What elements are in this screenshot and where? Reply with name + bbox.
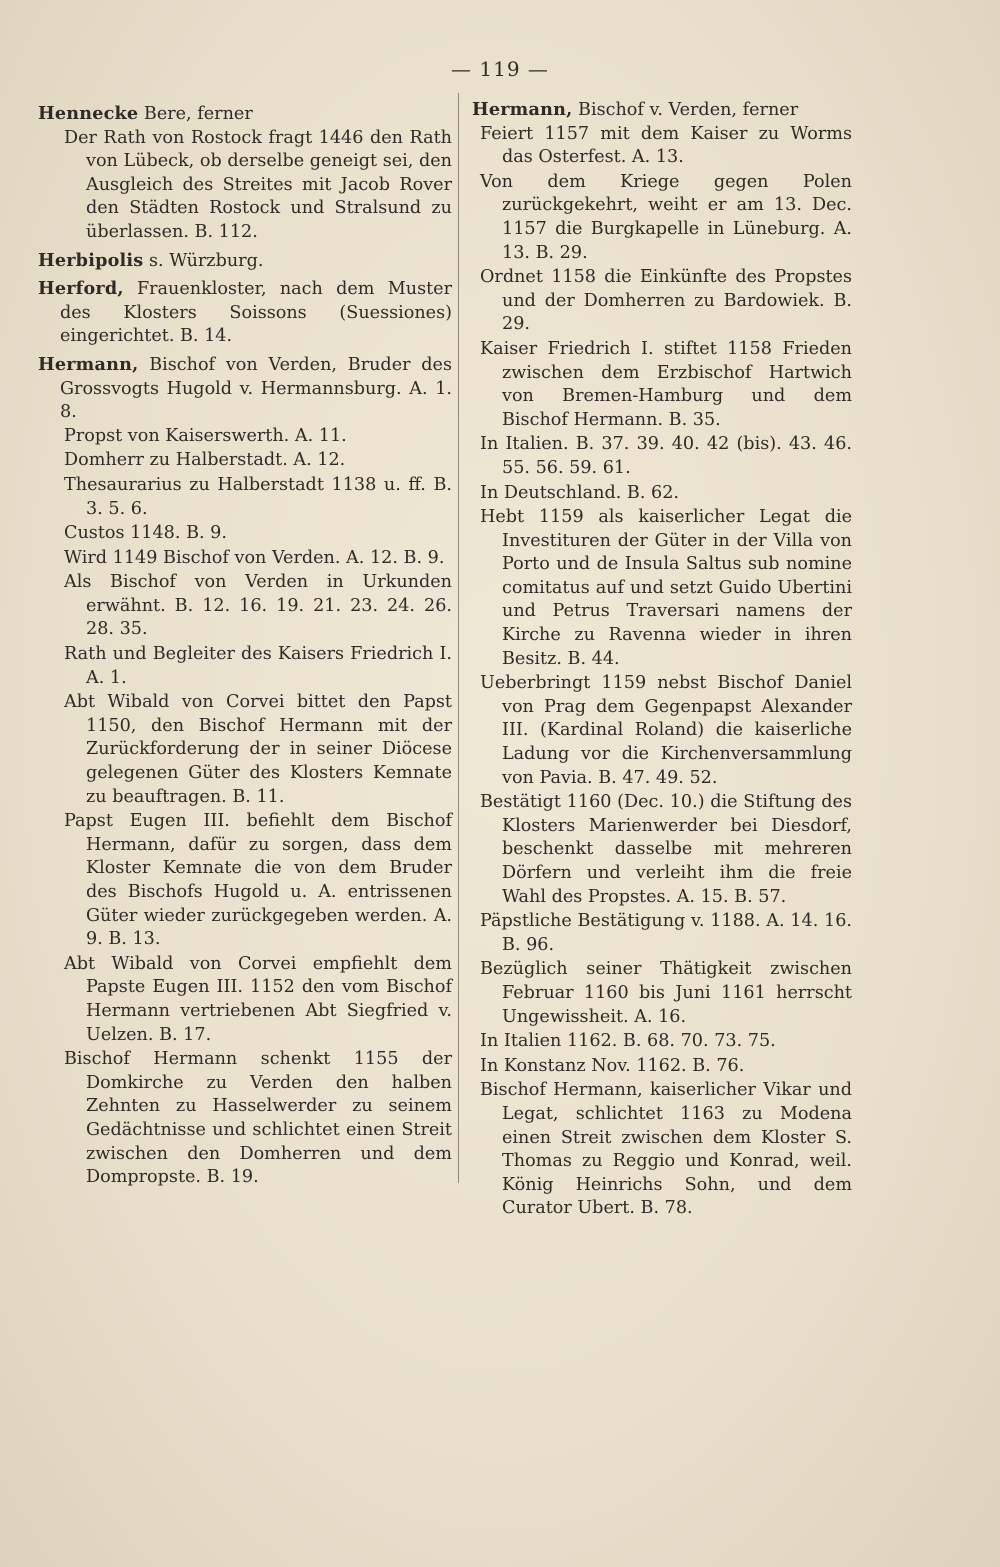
sub-entry: Abt Wibald von Corvei empfiehlt dem Papste Eugen III. 1152 den vom Bischof Hermann vertriebenen Abt Siegfried v. Uelzen. B. 17. [64, 953, 452, 1045]
sub-entry: Von dem Kriege gegen Polen zurückgekehrt, weiht er am 13. Dec. 1157 die Burgkapelle in Lüneburg. A. 13. B. 29. [480, 171, 852, 263]
entry-text: s. Würzburg. [143, 250, 264, 271]
entry-herford [38, 277, 452, 349]
sub-entry: In Italien. B. 37. 39. 40. 42 (bis). 43. 46. 55. 56. 59. 61. [480, 434, 852, 478]
sub-entry: In Konstanz Nov. 1162. B. 76. [480, 1055, 745, 1076]
headword: Hennecke [38, 103, 139, 124]
sub-entry: Abt Wibald von Corvei bittet den Papst 1150, den Bischof Hermann mit der Zurückforderung der in seiner Diöcese gelegenen Güter des Klosters Kemnate zu beauftragen. B. 11. [64, 692, 452, 807]
sub-entry: Wird 1149 Bischof von Verden. A. 12. B. 9. [64, 547, 445, 568]
sub-entry: Päpstliche Bestätigung v. 1188. A. 14. 16. B. 96. [480, 911, 852, 955]
entry-head [38, 102, 452, 127]
entry-text: Bischof von Verden, Bruder des Grossvogts Hugold v. Hermannsburg. A. 1. 8. [60, 354, 452, 423]
entry-herbipolis [38, 249, 452, 274]
right-column [472, 98, 852, 1225]
headword: Herford, [38, 278, 124, 300]
sub-entry: Papst Eugen III. befiehlt dem Bischof Hermann, dafür zu sorgen, dass dem Kloster Kemnate die von dem Bruder des Bischofs Hugold u. A. entrissenen Güter wieder zurückgegeben werden. A. 9. B. 13. [64, 811, 452, 950]
entry-head [38, 249, 452, 274]
headword: Hermann, [38, 353, 139, 375]
entry-hermann [38, 353, 452, 1190]
sub-entry: Thesaurarius zu Halberstadt 1138 u. ff. B. 3. 5. 6. [64, 474, 452, 519]
entry-text: Frauenkloster, nach dem Muster des Klosters Soissons (Suessiones) eingerichtet. B. 14. [60, 279, 452, 347]
sub-entry: Bestätigt 1160 (Dec. 10.) die Stiftung des Klosters Marienwerder bei Diesdorf, beschenkt dasselbe mit mehreren Dörfern und verleiht ihm die freie Wahl des Propstes. A. 15. B. 57. [480, 792, 852, 907]
headword: Herbipolis [38, 249, 144, 271]
headword: Hermann, [472, 99, 573, 120]
sub-entry: Der Rath von Rostock fragt 1446 den Rath von Lübeck, ob derselbe geneigt sei, den Ausgleich des Streites mit Jacob Rover den Städten Rostock und Stralsund zu überlassen. B. 112. [64, 127, 452, 242]
sub-entry: Bezüglich seiner Thätigkeit zwischen Februar 1160 bis Juni 1161 herrscht Ungewissheit. A. 16. [480, 959, 852, 1027]
entry-head [472, 98, 852, 123]
sub-entry: Bischof Hermann, kaiserlicher Vikar und Legat, schlichtet 1163 zu Modena einen Streit zwischen dem Kloster S. Thomas zu Reggio und Konrad, weil. König Heinrichs Sohn, und dem Curator Ubert. B. 78. [480, 1080, 852, 1219]
sub-entry: Rath und Begleiter des Kaisers Friedrich I. A. 1. [64, 644, 452, 688]
sub-entry: Domherr zu Halberstadt. A. 12. [64, 450, 346, 471]
sub-entry: In Italien 1162. B. 68. 70. 73. 75. [480, 1031, 776, 1052]
sub-entry: Propst von Kaiserswerth. A. 11. [64, 425, 347, 446]
column-divider [458, 93, 459, 1183]
sub-entry: Kaiser Friedrich I. stiftet 1158 Frieden zwischen dem Erzbischof Hartwich von Bremen-Hamburg und dem Bischof Hermann. B. 35. [480, 338, 852, 430]
sub-entry: Bischof Hermann schenkt 1155 der Domkirche zu Verden den halben Zehnten zu Hasselwerder zu seinem Gedächtnisse und schlichtet einen Streit zwischen den Domherren und dem Dompropste. B. 19. [64, 1049, 452, 1188]
sub-entry: Hebt 1159 als kaiserlicher Legat die Investituren der Güter in der Villa von Porto und de Insula Saltus sub nomine comitatus auf und setzt Guido Ubertini und Petrus Traversari namens der Kirche zu Ravenna wieder in ihren Besitz. B. 44. [480, 507, 852, 669]
entry-text: Bischof v. Verden, ferner [572, 100, 799, 120]
left-column [38, 102, 452, 1194]
sub-entry: Feiert 1157 mit dem Kaiser zu Worms das Osterfest. A. 13. [480, 123, 852, 168]
entry-hermann-continued [472, 98, 852, 1221]
sub-entry: Ueberbringt 1159 nebst Bischof Daniel von Prag dem Gegenpapst Alexander III. (Kardinal Roland) die kaiserliche Ladung vor die Kirchenversammlung von Pavia. B. 47. 49. 52. [480, 673, 852, 788]
sub-entry: Als Bischof von Verden in Urkunden erwähnt. B. 12. 16. 19. 21. 23. 24. 26. 28. 35. [64, 572, 452, 640]
entry-text: Bere, ferner [138, 104, 253, 124]
entry-hennecke [38, 102, 452, 245]
sub-entry: Custos 1148. B. 9. [64, 523, 227, 544]
sub-entry: Ordnet 1158 die Einkünfte des Propstes und der Domherren zu Bardowiek. B. 29. [480, 267, 852, 335]
sub-entry: In Deutschland. B. 62. [480, 482, 679, 503]
page-number: — 119 — [451, 57, 549, 81]
entry-head [38, 277, 452, 349]
entry-head [38, 353, 452, 425]
